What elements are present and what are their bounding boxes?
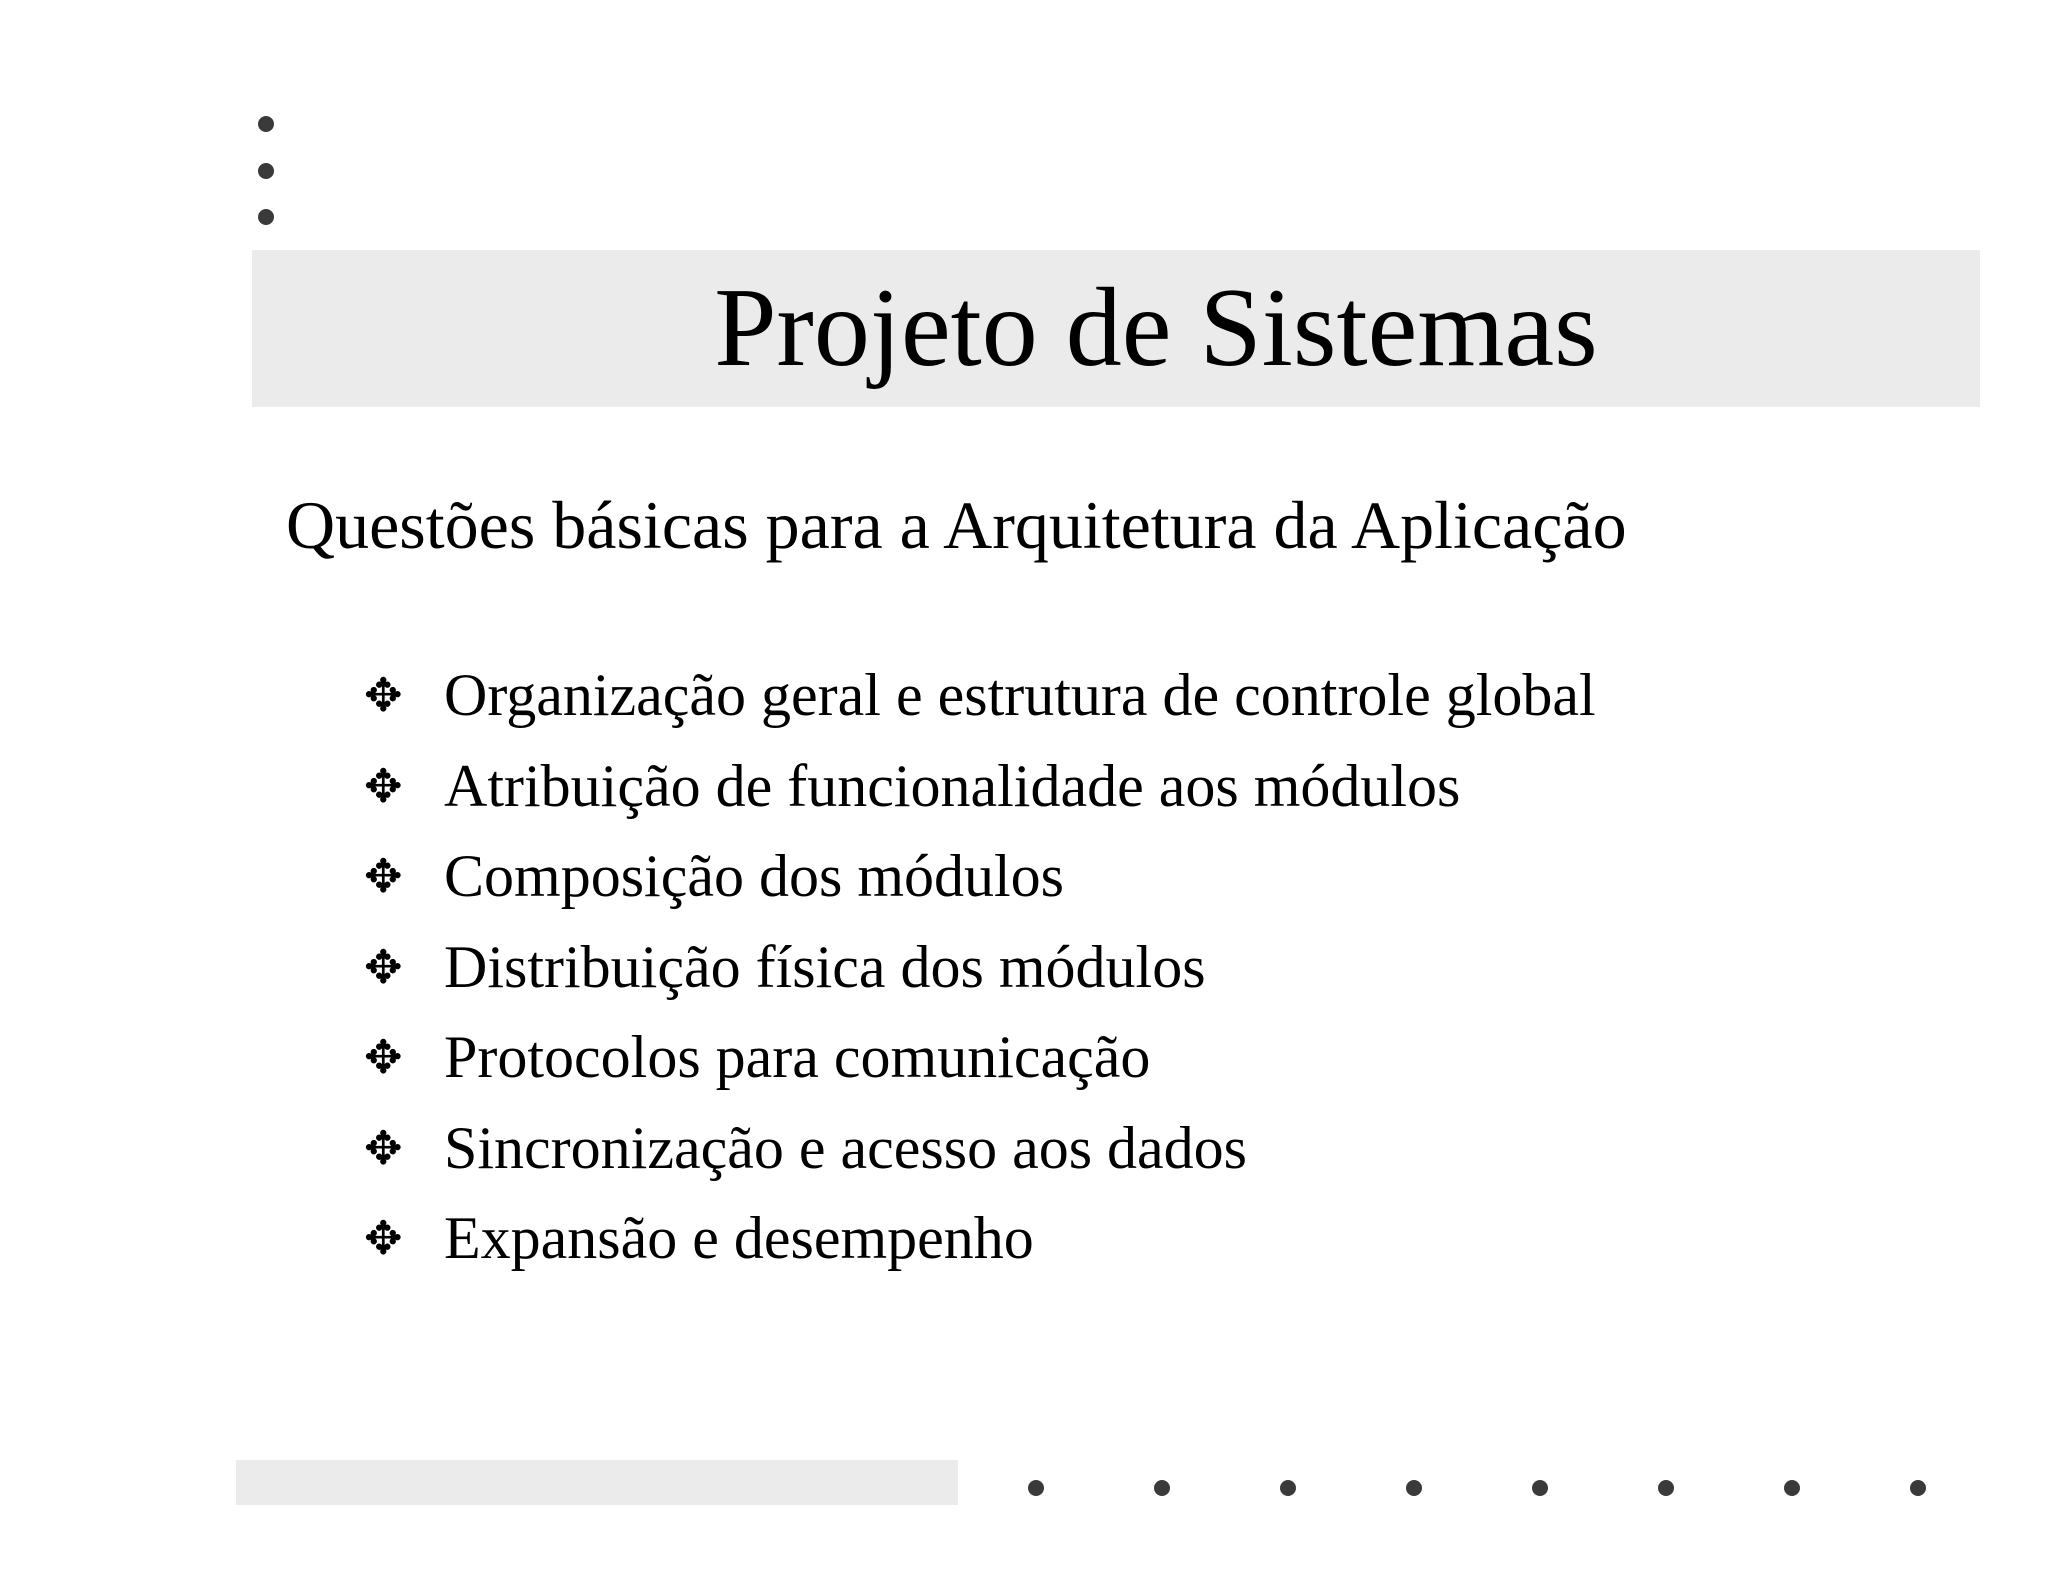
four-point-star-bullet-icon: ✥ <box>364 849 403 904</box>
decorative-dot-bottom-2 <box>1154 1480 1170 1496</box>
bullet-text: Organização geral e estrutura de controle global <box>444 662 1596 729</box>
footer-band <box>236 1460 958 1505</box>
four-point-star-bullet-icon: ✥ <box>364 668 403 723</box>
decorative-dot-bottom-6 <box>1658 1480 1674 1496</box>
list-item <box>364 1193 1596 1284</box>
list-item <box>364 1103 1596 1194</box>
bullet-text: Composição dos módulos <box>444 843 1065 910</box>
bullet-text: Sincronização e acesso aos dados <box>444 1114 1248 1181</box>
bullet-text: Expansão e desempenho <box>444 1205 1034 1272</box>
bullet-text: Atribuição de funcionalidade aos módulos <box>444 752 1461 819</box>
decorative-dot-bottom-3 <box>1280 1480 1296 1496</box>
slide-subtitle: Questões básicas para a Arquitetura da Aplicação <box>286 487 1627 563</box>
bullet-text: Protocolos para comunicação <box>444 1024 1151 1091</box>
decorative-dot-top-2 <box>258 163 274 179</box>
decorative-dot-bottom-5 <box>1532 1480 1548 1496</box>
decorative-dot-bottom-8 <box>1910 1480 1926 1496</box>
four-point-star-bullet-icon: ✥ <box>364 1120 403 1175</box>
decorative-dot-top-1 <box>258 116 274 132</box>
list-item <box>364 922 1596 1013</box>
list-item <box>364 741 1596 832</box>
four-point-star-bullet-icon: ✥ <box>364 1030 403 1085</box>
bullet-text: Distribuição física dos módulos <box>444 933 1206 1000</box>
decorative-dot-bottom-1 <box>1028 1480 1044 1496</box>
slide-title: Projeto de Sistemas <box>714 266 1598 390</box>
four-point-star-bullet-icon: ✥ <box>364 939 403 994</box>
decorative-dot-bottom-4 <box>1406 1480 1422 1496</box>
list-item <box>364 1012 1596 1103</box>
decorative-dot-top-3 <box>258 209 274 225</box>
list-item <box>364 650 1596 741</box>
bullet-list <box>364 650 1596 1284</box>
decorative-dot-bottom-7 <box>1784 1480 1800 1496</box>
list-item <box>364 831 1596 922</box>
four-point-star-bullet-icon: ✥ <box>364 758 403 813</box>
four-point-star-bullet-icon: ✥ <box>364 1211 403 1266</box>
